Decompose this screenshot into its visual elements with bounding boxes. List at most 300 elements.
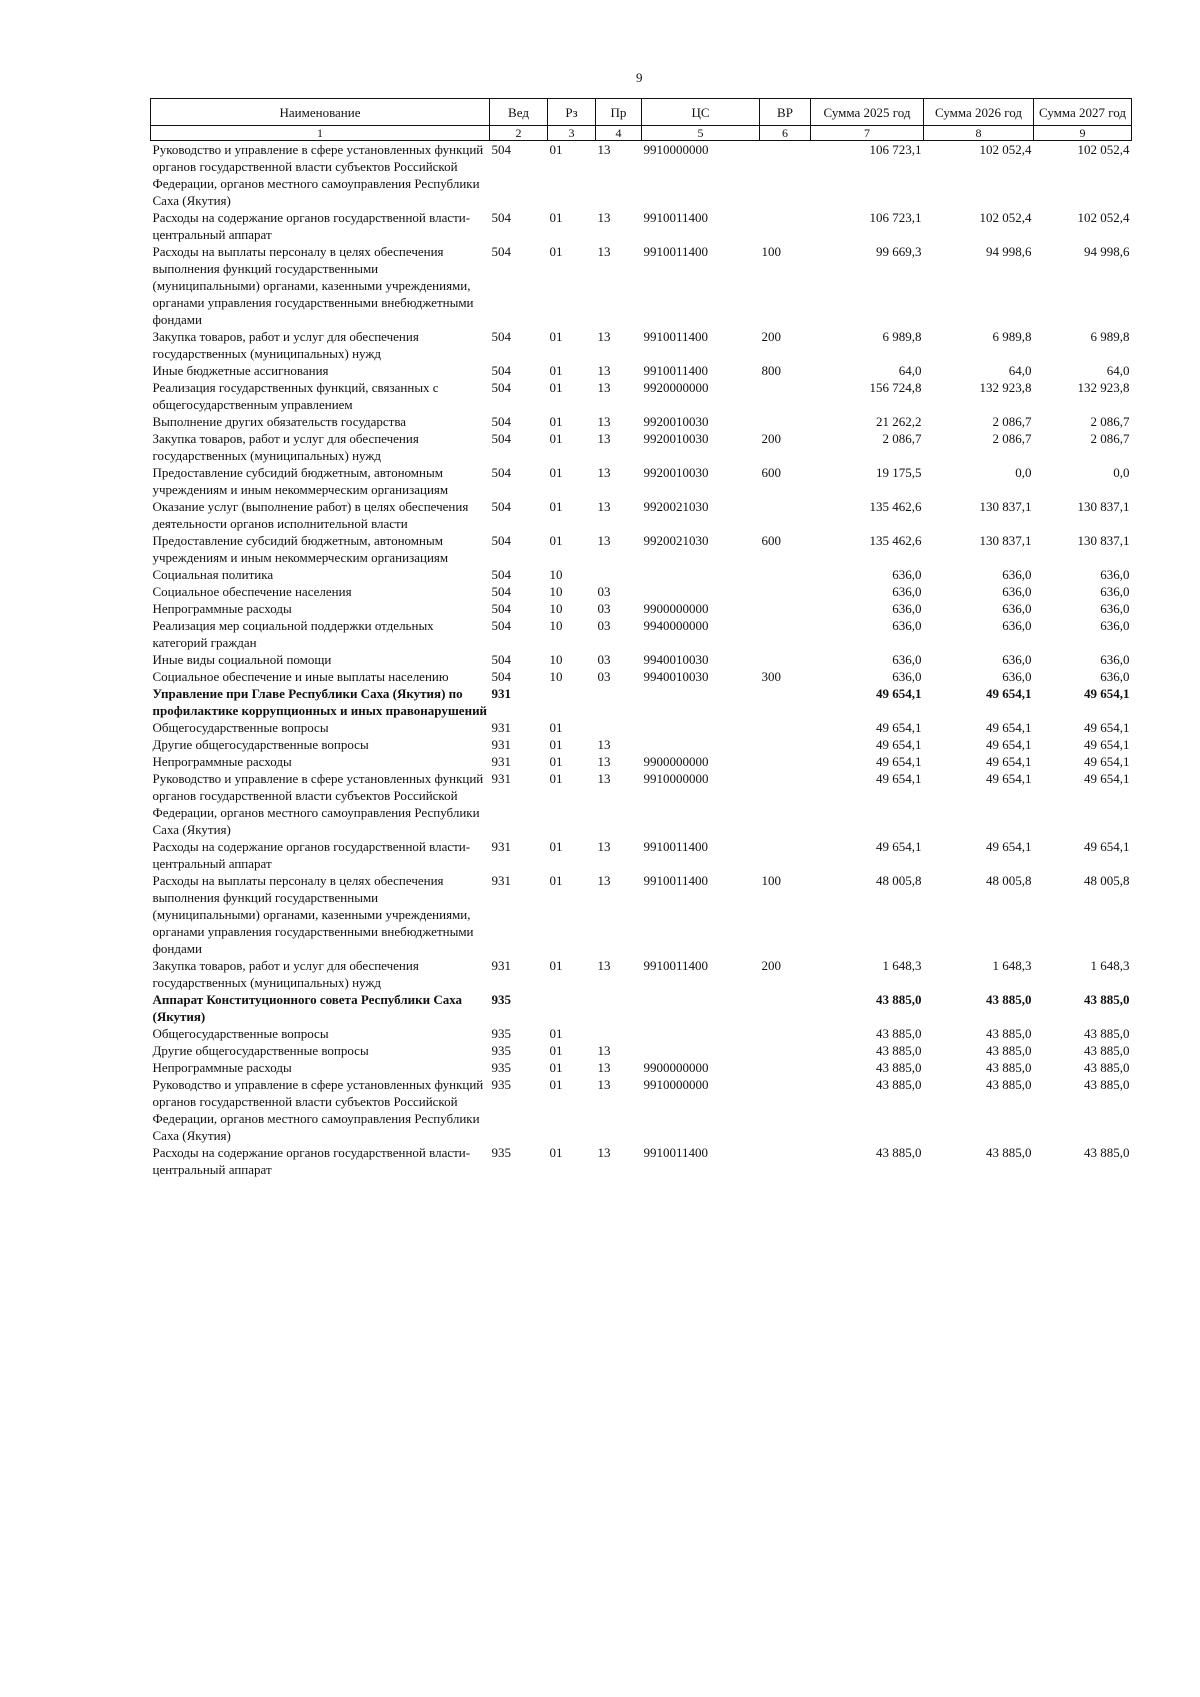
cell-vr: 100 bbox=[761, 873, 781, 888]
table-row bbox=[151, 719, 1132, 736]
cell-sum-2027: 132 923,8 bbox=[1077, 380, 1130, 395]
cell-vr: 200 bbox=[761, 431, 781, 446]
cell-sum-2025: 49 654,1 bbox=[876, 686, 922, 701]
cell-cs: 9940010030 bbox=[643, 669, 709, 684]
table-row bbox=[151, 1042, 1132, 1059]
cell-cs: 9910011400 bbox=[643, 363, 709, 378]
cell-name: Закупка товаров, работ и услуг для обеспечения государственных (муниципальных) нужд bbox=[152, 958, 419, 990]
cell-sum-2025: 2 086,7 bbox=[882, 431, 922, 446]
cell-pr: 13 bbox=[597, 737, 611, 752]
cell-ved: 504 bbox=[491, 329, 511, 344]
cell-name: Закупка товаров, работ и услуг для обеспечения государственных (муниципальных) нужд bbox=[152, 329, 419, 361]
cell-vr: 200 bbox=[761, 958, 781, 973]
cell-vr bbox=[760, 413, 811, 430]
cell-pr: 13 bbox=[597, 1145, 611, 1160]
cell-ved: 504 bbox=[491, 414, 511, 429]
cell-vr bbox=[760, 1076, 811, 1144]
cell-ved: 935 bbox=[491, 1077, 511, 1092]
table-row bbox=[151, 209, 1132, 243]
cell-rz: 10 bbox=[549, 618, 563, 633]
cell-cs: 9940010030 bbox=[643, 652, 709, 667]
cell-sum-2027: 636,0 bbox=[1100, 601, 1130, 616]
table-row bbox=[151, 362, 1132, 379]
cell-vr bbox=[760, 617, 811, 651]
cell-rz: 01 bbox=[549, 839, 563, 854]
cell-sum-2026: 43 885,0 bbox=[986, 1026, 1032, 1041]
cell-rz: 01 bbox=[549, 465, 563, 480]
cell-sum-2026: 43 885,0 bbox=[986, 1043, 1032, 1058]
col-number: 1 bbox=[151, 126, 490, 141]
table-body bbox=[151, 141, 1132, 1179]
cell-vr bbox=[760, 770, 811, 838]
table-row bbox=[151, 1025, 1132, 1042]
cell-sum-2027: 49 654,1 bbox=[1084, 754, 1130, 769]
cell-vr bbox=[760, 651, 811, 668]
cell-name: Общегосударственные вопросы bbox=[152, 720, 329, 735]
cell-sum-2026: 132 923,8 bbox=[979, 380, 1032, 395]
cell-vr bbox=[760, 719, 811, 736]
cell-sum-2025: 49 654,1 bbox=[876, 839, 922, 854]
cell-sum-2026: 636,0 bbox=[1002, 669, 1032, 684]
cell-cs: 9940000000 bbox=[643, 618, 709, 633]
cell-sum-2026: 43 885,0 bbox=[986, 1060, 1032, 1075]
cell-cs bbox=[642, 991, 760, 1025]
cell-rz: 01 bbox=[549, 1077, 563, 1092]
cell-sum-2027: 130 837,1 bbox=[1077, 499, 1130, 514]
cell-sum-2027: 130 837,1 bbox=[1077, 533, 1130, 548]
cell-sum-2027: 636,0 bbox=[1100, 652, 1130, 667]
cell-sum-2026: 0,0 bbox=[1015, 465, 1032, 480]
table-row bbox=[151, 736, 1132, 753]
cell-sum-2025: 49 654,1 bbox=[876, 720, 922, 735]
cell-sum-2027: 102 052,4 bbox=[1077, 210, 1130, 225]
cell-cs: 9920010030 bbox=[643, 431, 709, 446]
table-row bbox=[151, 141, 1132, 210]
cell-sum-2027: 94 998,6 bbox=[1084, 244, 1130, 259]
cell-sum-2025: 43 885,0 bbox=[876, 1043, 922, 1058]
cell-pr: 13 bbox=[597, 771, 611, 786]
cell-sum-2026: 43 885,0 bbox=[986, 992, 1032, 1007]
cell-vr: 100 bbox=[761, 244, 781, 259]
cell-sum-2026: 636,0 bbox=[1002, 584, 1032, 599]
cell-sum-2025: 43 885,0 bbox=[876, 1077, 922, 1092]
cell-vr bbox=[760, 753, 811, 770]
cell-sum-2025: 636,0 bbox=[892, 669, 922, 684]
cell-rz: 01 bbox=[549, 329, 563, 344]
cell-rz: 01 bbox=[549, 1043, 563, 1058]
col-number: 6 bbox=[760, 126, 811, 141]
cell-name: Руководство и управление в сфере установленных функций органов государственной власти субъектов Российской Федерации, органов местного самоуправления Республики Саха (Якутия) bbox=[152, 1077, 484, 1143]
cell-sum-2025: 19 175,5 bbox=[876, 465, 922, 480]
table-row bbox=[151, 651, 1132, 668]
cell-name: Предоставление субсидий бюджетным, автономным учреждениям и иным некоммерческим организациям bbox=[152, 533, 449, 565]
cell-sum-2027: 636,0 bbox=[1100, 618, 1130, 633]
cell-ved: 931 bbox=[491, 754, 511, 769]
table-row bbox=[151, 600, 1132, 617]
cell-sum-2025: 48 005,8 bbox=[876, 873, 922, 888]
cell-sum-2026: 49 654,1 bbox=[986, 754, 1032, 769]
cell-ved: 935 bbox=[491, 1043, 511, 1058]
cell-rz bbox=[548, 991, 596, 1025]
cell-sum-2027: 6 989,8 bbox=[1090, 329, 1130, 344]
cell-name: Реализация мер социальной поддержки отдельных категорий граждан bbox=[152, 618, 434, 650]
table-row bbox=[151, 753, 1132, 770]
cell-cs: 9910011400 bbox=[643, 1145, 709, 1160]
cell-ved: 931 bbox=[491, 720, 511, 735]
cell-sum-2026: 130 837,1 bbox=[979, 533, 1032, 548]
cell-cs: 9900000000 bbox=[643, 601, 709, 616]
col-number: 7 bbox=[811, 126, 924, 141]
table-row bbox=[151, 838, 1132, 872]
cell-pr bbox=[596, 1025, 642, 1042]
cell-rz: 01 bbox=[549, 873, 563, 888]
cell-ved: 504 bbox=[491, 499, 511, 514]
cell-vr bbox=[760, 1144, 811, 1178]
cell-ved: 935 bbox=[491, 992, 511, 1007]
cell-ved: 931 bbox=[491, 686, 511, 701]
cell-pr: 13 bbox=[597, 363, 611, 378]
cell-cs: 9910011400 bbox=[643, 958, 709, 973]
cell-ved: 504 bbox=[491, 652, 511, 667]
table-row bbox=[151, 464, 1132, 498]
cell-cs bbox=[642, 685, 760, 719]
cell-sum-2027: 43 885,0 bbox=[1084, 1043, 1130, 1058]
cell-sum-2025: 21 262,2 bbox=[876, 414, 922, 429]
cell-name: Расходы на содержание органов государственной власти- центральный аппарат bbox=[152, 1145, 471, 1177]
cell-pr: 13 bbox=[597, 244, 611, 259]
cell-pr: 13 bbox=[597, 1043, 611, 1058]
cell-sum-2026: 102 052,4 bbox=[979, 210, 1032, 225]
cell-pr: 13 bbox=[597, 754, 611, 769]
cell-cs: 9920010030 bbox=[643, 414, 709, 429]
cell-name: Другие общегосударственные вопросы bbox=[152, 737, 369, 752]
cell-name: Социальная политика bbox=[152, 567, 274, 582]
table-row bbox=[151, 685, 1132, 719]
cell-pr: 13 bbox=[597, 533, 611, 548]
cell-name: Руководство и управление в сфере установленных функций органов государственной власти субъектов Российской Федерации, органов местного самоуправления Республики Саха (Якутия) bbox=[152, 771, 484, 837]
cell-name: Расходы на содержание органов государственной власти- центральный аппарат bbox=[152, 210, 471, 242]
page-number: 9 bbox=[636, 70, 643, 85]
cell-name: Расходы на выплаты персоналу в целях обеспечения выполнения функций государственными (муниципальными) органами, казенными учреждениями, органами управления государственными внебюджетными фондами bbox=[152, 873, 474, 956]
cell-sum-2026: 64,0 bbox=[1008, 363, 1032, 378]
cell-sum-2027: 1 648,3 bbox=[1090, 958, 1130, 973]
header-rz: Рз bbox=[548, 99, 596, 126]
cell-pr: 13 bbox=[597, 465, 611, 480]
cell-ved: 504 bbox=[491, 601, 511, 616]
cell-sum-2026: 636,0 bbox=[1002, 652, 1032, 667]
col-number: 9 bbox=[1034, 126, 1132, 141]
cell-rz: 10 bbox=[549, 584, 563, 599]
cell-sum-2026: 49 654,1 bbox=[986, 720, 1032, 735]
table-row bbox=[151, 583, 1132, 600]
cell-rz: 10 bbox=[549, 652, 563, 667]
cell-vr bbox=[760, 498, 811, 532]
cell-ved: 504 bbox=[491, 618, 511, 633]
cell-sum-2027: 48 005,8 bbox=[1084, 873, 1130, 888]
cell-cs: 9910000000 bbox=[643, 1077, 709, 1092]
cell-pr: 13 bbox=[597, 380, 611, 395]
cell-sum-2027: 64,0 bbox=[1106, 363, 1130, 378]
cell-vr bbox=[760, 991, 811, 1025]
cell-cs bbox=[642, 736, 760, 753]
cell-ved: 504 bbox=[491, 210, 511, 225]
cell-rz: 10 bbox=[549, 601, 563, 616]
cell-pr: 13 bbox=[597, 873, 611, 888]
cell-sum-2027: 0,0 bbox=[1113, 465, 1130, 480]
header-row bbox=[151, 99, 1132, 126]
cell-rz: 01 bbox=[549, 737, 563, 752]
cell-pr: 13 bbox=[597, 839, 611, 854]
cell-rz: 01 bbox=[549, 142, 563, 157]
header-ved: Вед bbox=[490, 99, 548, 126]
cell-vr bbox=[760, 838, 811, 872]
cell-vr bbox=[760, 600, 811, 617]
cell-sum-2026: 2 086,7 bbox=[992, 414, 1032, 429]
cell-vr bbox=[760, 379, 811, 413]
col-number: 5 bbox=[642, 126, 760, 141]
table-row bbox=[151, 770, 1132, 838]
cell-sum-2027: 636,0 bbox=[1100, 584, 1130, 599]
cell-name: Аппарат Конституционного совета Республики Саха (Якутия) bbox=[152, 992, 463, 1024]
table-row bbox=[151, 532, 1132, 566]
col-number: 4 bbox=[596, 126, 642, 141]
cell-name: Руководство и управление в сфере установленных функций органов государственной власти субъектов Российской Федерации, органов местного самоуправления Республики Саха (Якутия) bbox=[152, 142, 484, 208]
cell-pr: 03 bbox=[597, 601, 611, 616]
cell-pr: 13 bbox=[597, 431, 611, 446]
cell-pr: 13 bbox=[597, 210, 611, 225]
cell-pr: 13 bbox=[597, 414, 611, 429]
header-sum-2026: Сумма 2026 год bbox=[924, 99, 1034, 126]
cell-pr: 03 bbox=[597, 618, 611, 633]
cell-pr: 13 bbox=[597, 958, 611, 973]
cell-sum-2025: 49 654,1 bbox=[876, 754, 922, 769]
cell-cs: 9910000000 bbox=[643, 142, 709, 157]
table-header bbox=[151, 99, 1132, 141]
cell-sum-2026: 636,0 bbox=[1002, 601, 1032, 616]
cell-rz: 10 bbox=[549, 567, 563, 582]
cell-sum-2026: 636,0 bbox=[1002, 567, 1032, 582]
cell-pr: 13 bbox=[597, 142, 611, 157]
cell-sum-2027: 2 086,7 bbox=[1090, 414, 1130, 429]
cell-rz: 01 bbox=[549, 720, 563, 735]
header-sum-2027: Сумма 2027 год bbox=[1034, 99, 1132, 126]
cell-rz: 01 bbox=[549, 1145, 563, 1160]
table-row bbox=[151, 430, 1132, 464]
cell-vr: 600 bbox=[761, 465, 781, 480]
cell-ved: 931 bbox=[491, 873, 511, 888]
cell-sum-2026: 49 654,1 bbox=[986, 737, 1032, 752]
cell-pr bbox=[596, 719, 642, 736]
cell-vr: 200 bbox=[761, 329, 781, 344]
cell-ved: 504 bbox=[491, 244, 511, 259]
cell-ved: 504 bbox=[491, 380, 511, 395]
cell-ved: 504 bbox=[491, 533, 511, 548]
cell-ved: 935 bbox=[491, 1145, 511, 1160]
cell-sum-2025: 6 989,8 bbox=[882, 329, 922, 344]
cell-vr bbox=[760, 1059, 811, 1076]
cell-sum-2027: 636,0 bbox=[1100, 567, 1130, 582]
cell-vr bbox=[760, 1025, 811, 1042]
header-cs: ЦС bbox=[642, 99, 760, 126]
cell-ved: 504 bbox=[491, 431, 511, 446]
cell-sum-2025: 636,0 bbox=[892, 584, 922, 599]
cell-rz: 01 bbox=[549, 754, 563, 769]
cell-sum-2027: 102 052,4 bbox=[1077, 142, 1130, 157]
cell-name: Реализация государственных функций, связанных с общегосударственным управлением bbox=[152, 380, 439, 412]
cell-cs: 9920000000 bbox=[643, 380, 709, 395]
cell-sum-2027: 43 885,0 bbox=[1084, 1026, 1130, 1041]
cell-ved: 504 bbox=[491, 567, 511, 582]
cell-sum-2026: 48 005,8 bbox=[986, 873, 1032, 888]
cell-vr bbox=[760, 1042, 811, 1059]
cell-sum-2027: 49 654,1 bbox=[1084, 737, 1130, 752]
cell-sum-2025: 43 885,0 bbox=[876, 992, 922, 1007]
cell-name: Расходы на выплаты персоналу в целях обеспечения выполнения функций государственными (муниципальными) органами, казенными учреждениями, органами управления государственными внебюджетными фондами bbox=[152, 244, 474, 327]
cell-pr: 03 bbox=[597, 584, 611, 599]
cell-cs: 9910011400 bbox=[643, 244, 709, 259]
table-row bbox=[151, 328, 1132, 362]
cell-name: Общегосударственные вопросы bbox=[152, 1026, 329, 1041]
cell-pr: 13 bbox=[597, 1060, 611, 1075]
cell-rz: 01 bbox=[549, 533, 563, 548]
table-row bbox=[151, 617, 1132, 651]
cell-sum-2025: 106 723,1 bbox=[869, 142, 922, 157]
cell-rz: 01 bbox=[549, 771, 563, 786]
cell-sum-2026: 43 885,0 bbox=[986, 1145, 1032, 1160]
cell-rz: 01 bbox=[549, 210, 563, 225]
cell-sum-2027: 636,0 bbox=[1100, 669, 1130, 684]
cell-vr bbox=[760, 685, 811, 719]
table-row bbox=[151, 991, 1132, 1025]
cell-cs bbox=[642, 566, 760, 583]
cell-pr bbox=[596, 991, 642, 1025]
cell-cs bbox=[642, 719, 760, 736]
cell-pr bbox=[596, 685, 642, 719]
cell-sum-2025: 636,0 bbox=[892, 618, 922, 633]
cell-name: Иные виды социальной помощи bbox=[152, 652, 332, 667]
cell-name: Закупка товаров, работ и услуг для обеспечения государственных (муниципальных) нужд bbox=[152, 431, 419, 463]
column-number-row bbox=[151, 126, 1132, 141]
cell-vr bbox=[760, 566, 811, 583]
cell-sum-2025: 636,0 bbox=[892, 652, 922, 667]
cell-sum-2026: 49 654,1 bbox=[986, 839, 1032, 854]
cell-rz: 10 bbox=[549, 669, 563, 684]
header-name: Наименование bbox=[151, 99, 490, 126]
cell-cs bbox=[642, 1025, 760, 1042]
cell-pr: 03 bbox=[597, 652, 611, 667]
cell-rz: 01 bbox=[549, 414, 563, 429]
cell-cs: 9920010030 bbox=[643, 465, 709, 480]
cell-ved: 931 bbox=[491, 737, 511, 752]
cell-sum-2025: 135 462,6 bbox=[869, 533, 922, 548]
cell-ved: 504 bbox=[491, 584, 511, 599]
cell-rz: 01 bbox=[549, 1026, 563, 1041]
cell-vr bbox=[760, 209, 811, 243]
cell-ved: 935 bbox=[491, 1060, 511, 1075]
cell-sum-2026: 2 086,7 bbox=[992, 431, 1032, 446]
cell-sum-2026: 49 654,1 bbox=[986, 771, 1032, 786]
header-vr: ВР bbox=[760, 99, 811, 126]
cell-sum-2027: 43 885,0 bbox=[1084, 1145, 1130, 1160]
table-row bbox=[151, 498, 1132, 532]
cell-sum-2027: 49 654,1 bbox=[1084, 686, 1130, 701]
cell-sum-2026: 94 998,6 bbox=[986, 244, 1032, 259]
cell-cs: 9910011400 bbox=[643, 873, 709, 888]
cell-pr: 03 bbox=[597, 669, 611, 684]
cell-rz: 01 bbox=[549, 1060, 563, 1075]
cell-cs: 9910011400 bbox=[643, 839, 709, 854]
cell-ved: 931 bbox=[491, 839, 511, 854]
cell-sum-2025: 49 654,1 bbox=[876, 737, 922, 752]
table-row bbox=[151, 668, 1132, 685]
cell-name: Оказание услуг (выполнение работ) в целях обеспечения деятельности органов исполнительной власти bbox=[152, 499, 469, 531]
cell-sum-2026: 102 052,4 bbox=[979, 142, 1032, 157]
cell-cs bbox=[642, 583, 760, 600]
cell-sum-2025: 43 885,0 bbox=[876, 1145, 922, 1160]
cell-cs bbox=[642, 1042, 760, 1059]
col-number: 2 bbox=[490, 126, 548, 141]
table-row bbox=[151, 1076, 1132, 1144]
cell-ved: 504 bbox=[491, 142, 511, 157]
cell-rz: 01 bbox=[549, 499, 563, 514]
cell-vr: 600 bbox=[761, 533, 781, 548]
table-row bbox=[151, 957, 1132, 991]
cell-sum-2026: 49 654,1 bbox=[986, 686, 1032, 701]
cell-ved: 504 bbox=[491, 363, 511, 378]
cell-sum-2025: 64,0 bbox=[898, 363, 922, 378]
col-number: 8 bbox=[924, 126, 1034, 141]
cell-vr: 800 bbox=[761, 363, 781, 378]
cell-ved: 931 bbox=[491, 771, 511, 786]
cell-vr: 300 bbox=[761, 669, 781, 684]
cell-sum-2027: 43 885,0 bbox=[1084, 1077, 1130, 1092]
table-row bbox=[151, 566, 1132, 583]
cell-name: Непрограммные расходы bbox=[152, 1060, 292, 1075]
cell-sum-2026: 130 837,1 bbox=[979, 499, 1032, 514]
cell-sum-2027: 43 885,0 bbox=[1084, 992, 1130, 1007]
cell-sum-2025: 1 648,3 bbox=[882, 958, 922, 973]
cell-vr bbox=[760, 583, 811, 600]
cell-name: Иные бюджетные ассигнования bbox=[152, 363, 329, 378]
cell-ved: 504 bbox=[491, 669, 511, 684]
cell-cs: 9910000000 bbox=[643, 771, 709, 786]
cell-rz: 01 bbox=[549, 244, 563, 259]
cell-sum-2027: 49 654,1 bbox=[1084, 771, 1130, 786]
cell-name: Непрограммные расходы bbox=[152, 754, 292, 769]
header-sum-2025: Сумма 2025 год bbox=[811, 99, 924, 126]
cell-sum-2025: 43 885,0 bbox=[876, 1026, 922, 1041]
cell-cs: 9900000000 bbox=[643, 1060, 709, 1075]
cell-sum-2025: 636,0 bbox=[892, 567, 922, 582]
cell-sum-2027: 49 654,1 bbox=[1084, 839, 1130, 854]
cell-vr bbox=[760, 141, 811, 210]
cell-cs: 9900000000 bbox=[643, 754, 709, 769]
cell-pr: 13 bbox=[597, 499, 611, 514]
cell-pr: 13 bbox=[597, 1077, 611, 1092]
cell-sum-2027: 49 654,1 bbox=[1084, 720, 1130, 735]
cell-ved: 935 bbox=[491, 1026, 511, 1041]
cell-sum-2025: 43 885,0 bbox=[876, 1060, 922, 1075]
cell-sum-2025: 106 723,1 bbox=[869, 210, 922, 225]
cell-vr bbox=[760, 736, 811, 753]
cell-cs: 9910011400 bbox=[643, 210, 709, 225]
cell-sum-2027: 2 086,7 bbox=[1090, 431, 1130, 446]
cell-name: Другие общегосударственные вопросы bbox=[152, 1043, 369, 1058]
cell-rz: 01 bbox=[549, 431, 563, 446]
cell-rz: 01 bbox=[549, 958, 563, 973]
cell-name: Социальное обеспечение населения bbox=[152, 584, 352, 599]
cell-name: Управление при Главе Республики Саха (Якутия) по профилактике коррупционных и иных правонарушений bbox=[152, 686, 488, 718]
